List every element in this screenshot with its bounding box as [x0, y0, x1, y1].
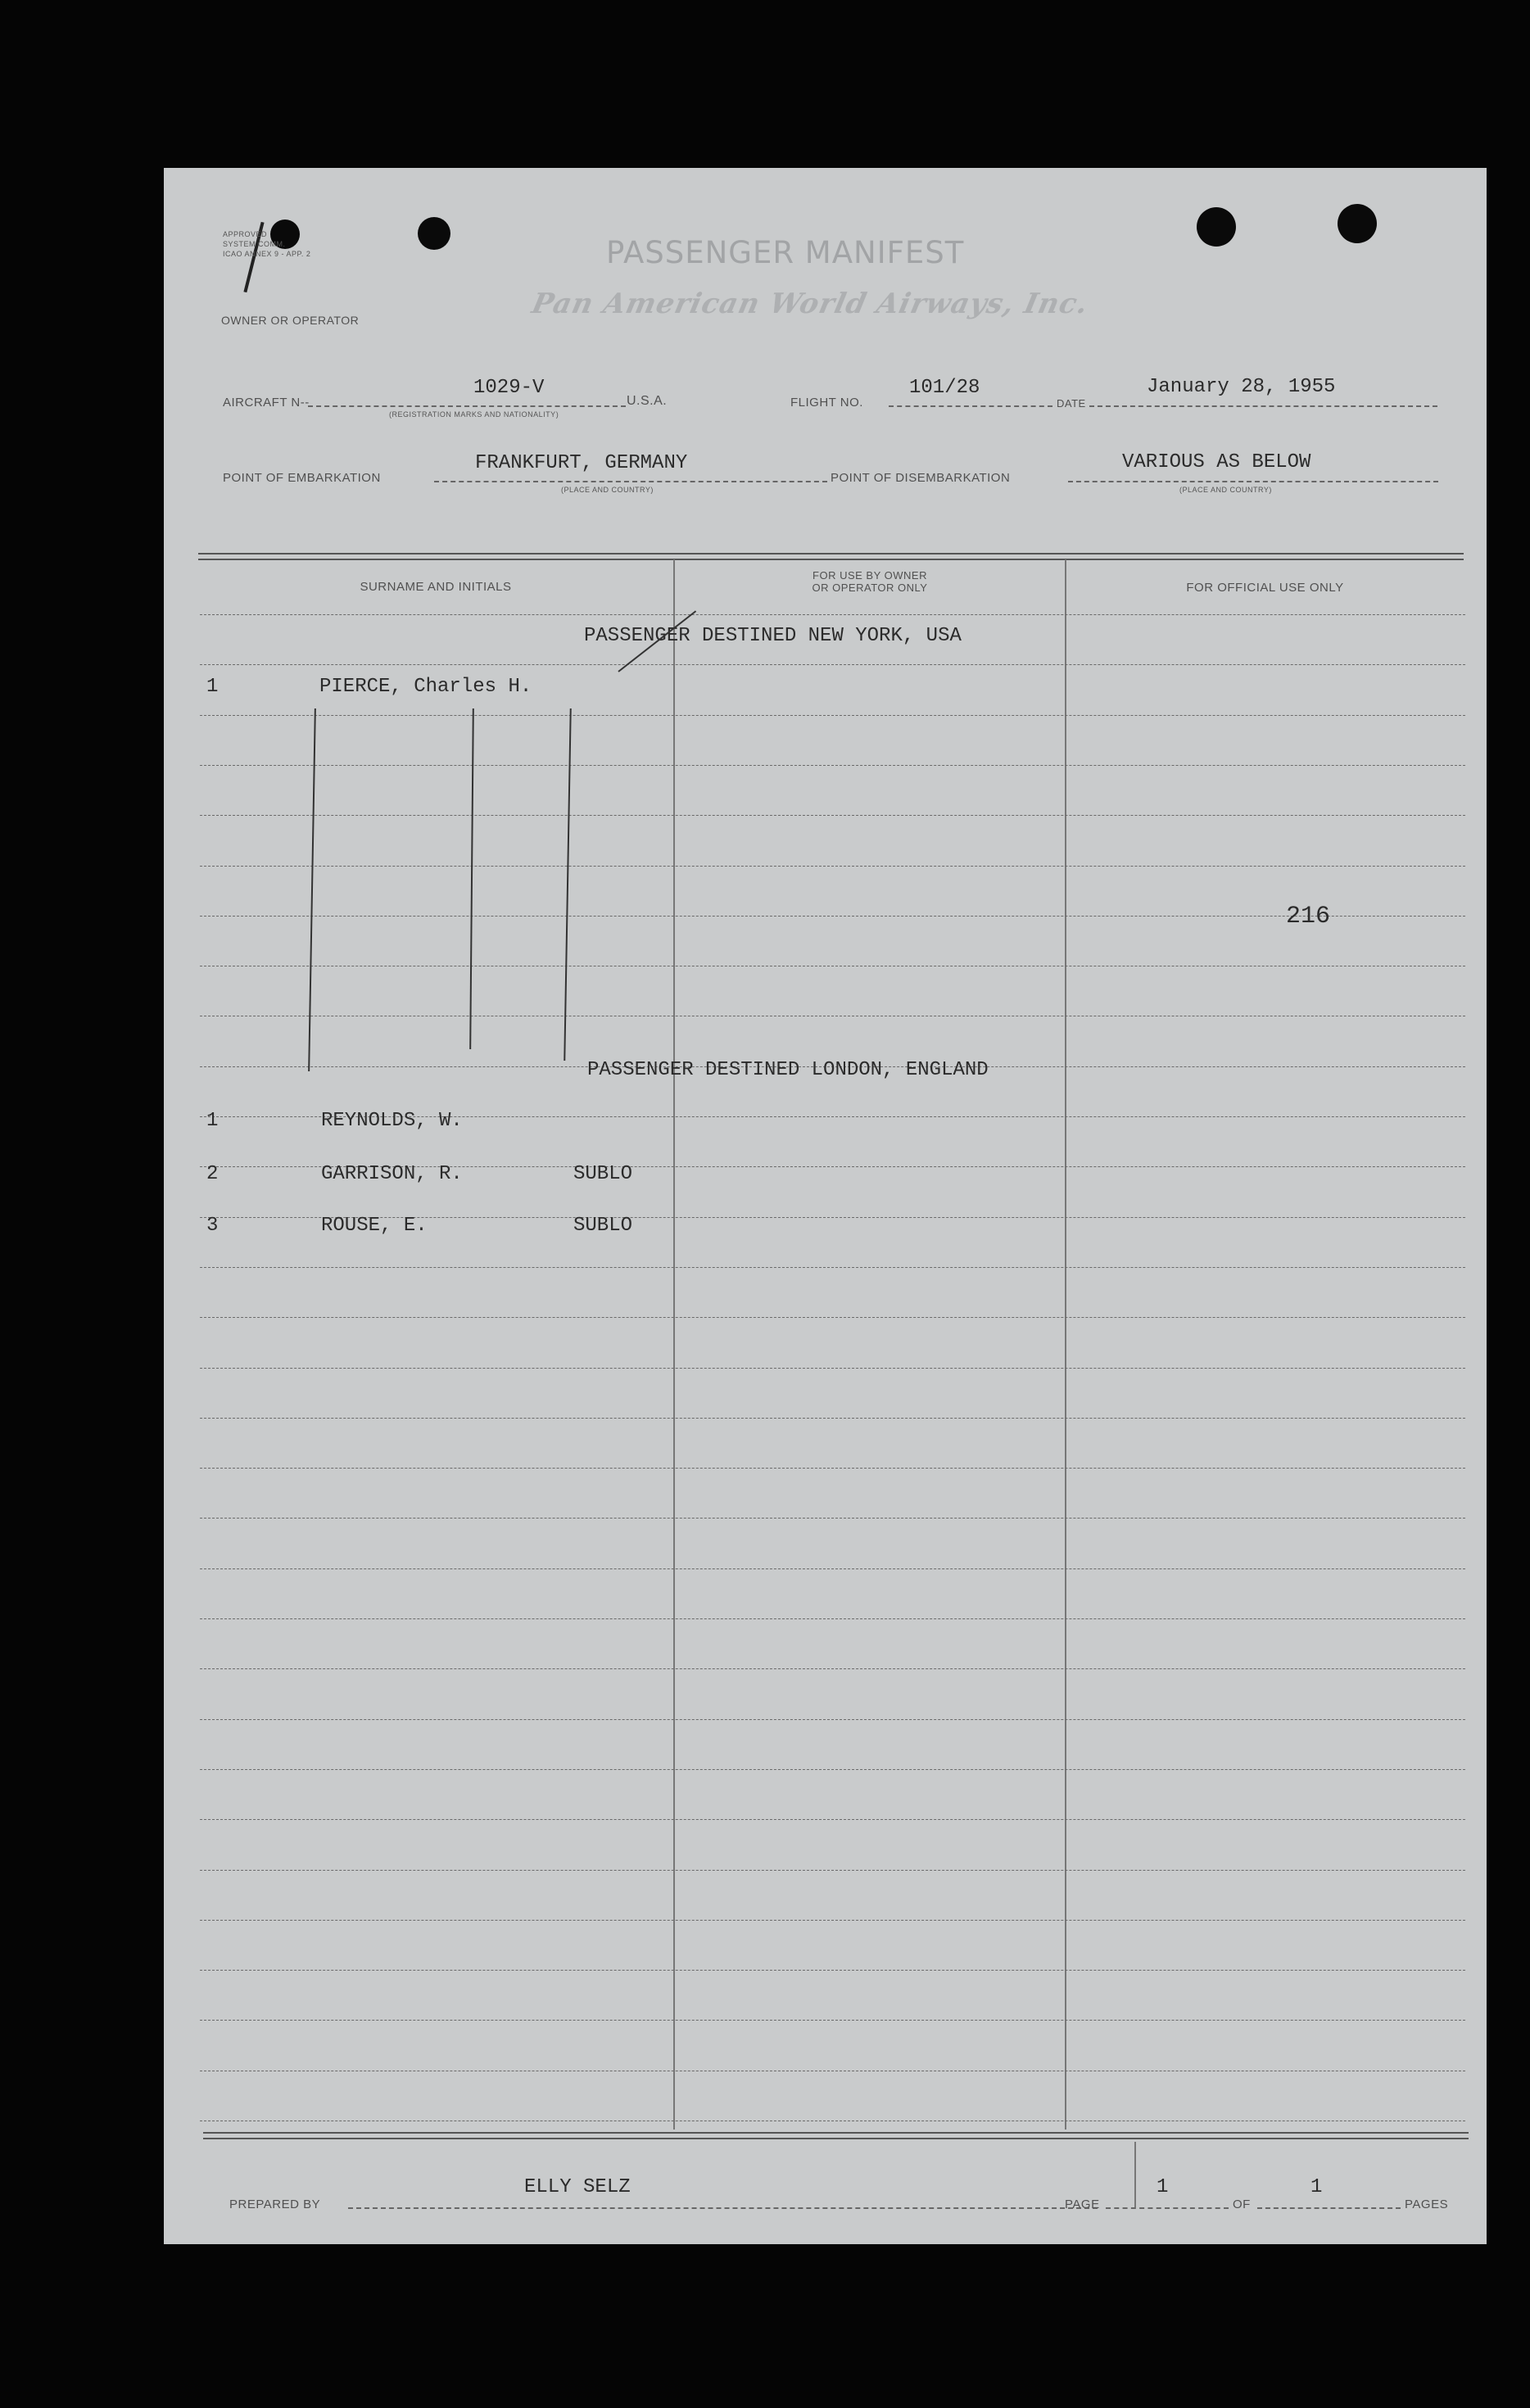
table-top-rule	[198, 559, 1464, 560]
flight-value: 101/28	[909, 377, 980, 399]
passenger-name: PIERCE, Charles H.	[319, 676, 532, 698]
of-value: 1	[1310, 2176, 1323, 2198]
disembark-sublabel: (PLACE AND COUNTRY)	[1179, 486, 1272, 494]
group-heading: PASSENGER DESTINED NEW YORK, USA	[584, 625, 962, 647]
row-line	[200, 1870, 1465, 1871]
disembark-underline	[1068, 481, 1438, 482]
date-label: DATE	[1057, 397, 1086, 410]
page-label: PAGE	[1065, 2198, 1100, 2211]
row-line	[200, 2020, 1465, 2021]
passenger-number: 1	[206, 1110, 219, 1132]
of-underline	[1257, 2207, 1401, 2209]
pages-label: PAGES	[1405, 2198, 1449, 2211]
prepared-value: ELLY SELZ	[524, 2176, 631, 2198]
manifest-page	[164, 168, 1487, 2244]
date-underline	[1089, 405, 1437, 407]
aircraft-sublabel: (REGISTRATION MARKS AND NATIONALITY)	[389, 410, 559, 419]
disembark-label: POINT OF DISEMBARKATION	[831, 471, 1011, 485]
row-line	[200, 664, 1465, 665]
row-line	[200, 1819, 1465, 1820]
passenger-number: 2	[206, 1163, 219, 1185]
row-line	[200, 1668, 1465, 1669]
approval-line: APPROVED	[223, 230, 268, 238]
footer-divider	[1134, 2142, 1136, 2207]
aircraft-value: 1029-V	[473, 377, 545, 399]
page-value: 1	[1157, 2176, 1169, 2198]
passenger-note: SUBLO	[573, 1163, 633, 1185]
table-top-rule	[198, 553, 1464, 554]
column-header-owner-use: OR OPERATOR ONLY	[812, 582, 928, 594]
row-line	[200, 1468, 1465, 1469]
flight-label: FLIGHT NO.	[790, 396, 863, 410]
pen-line	[308, 708, 316, 1071]
column-divider	[1065, 559, 1066, 2130]
row-line	[200, 1970, 1465, 1971]
pen-line	[469, 708, 474, 1049]
row-line	[200, 1418, 1465, 1419]
row-line	[200, 765, 1465, 766]
date-value: January 28, 1955	[1147, 376, 1336, 398]
aircraft-label: AIRCRAFT N--	[223, 396, 310, 410]
flight-underline	[889, 405, 1052, 407]
usa-label: U.S.A.	[627, 394, 668, 408]
column-divider	[673, 559, 675, 2130]
pen-line	[564, 708, 572, 1061]
row-line	[200, 1368, 1465, 1369]
column-header-official: FOR OFFICIAL USE ONLY	[1186, 581, 1344, 595]
table-bottom-rule	[203, 2138, 1469, 2139]
row-line	[200, 1719, 1465, 1720]
prepared-underline	[348, 2207, 1098, 2209]
manifest-title: PASSENGER MANIFEST	[606, 235, 965, 270]
embark-label: POINT OF EMBARKATION	[223, 471, 381, 485]
row-line	[200, 1317, 1465, 1318]
row-line	[200, 866, 1465, 867]
owner-label: OWNER OR OPERATOR	[221, 314, 360, 327]
passenger-name: GARRISON, R.	[321, 1163, 463, 1185]
table-bottom-rule	[203, 2132, 1469, 2134]
embark-sublabel: (PLACE AND COUNTRY)	[561, 486, 654, 494]
official-mark: 216	[1286, 903, 1331, 930]
passenger-name: REYNOLDS, W.	[321, 1110, 463, 1132]
passenger-number: 1	[206, 676, 219, 698]
embark-underline	[434, 481, 827, 482]
column-header-surname: SURNAME AND INITIALS	[360, 580, 512, 594]
prepared-label: PREPARED BY	[229, 2198, 321, 2211]
row-line	[200, 1920, 1465, 1921]
row-line	[200, 614, 1465, 615]
airline-name: Pan American World Airways, Inc.	[528, 287, 1092, 320]
row-line	[200, 1518, 1465, 1519]
passenger-note: SUBLO	[573, 1215, 633, 1237]
passenger-number: 3	[206, 1215, 219, 1237]
group-heading: PASSENGER DESTINED LONDON, ENGLAND	[587, 1059, 989, 1081]
of-label: OF	[1233, 2198, 1251, 2211]
punch-hole	[418, 217, 450, 250]
aircraft-underline	[308, 405, 626, 407]
passenger-name: ROUSE, E.	[321, 1215, 428, 1237]
row-line	[200, 1769, 1465, 1770]
row-line	[200, 1618, 1465, 1619]
row-line	[200, 815, 1465, 816]
embark-value: FRANKFURT, GERMANY	[475, 452, 688, 474]
page-underline	[1106, 2207, 1229, 2209]
row-line	[200, 1267, 1465, 1268]
row-line	[200, 1568, 1465, 1569]
column-header-owner-use: FOR USE BY OWNER	[813, 569, 927, 582]
row-line	[200, 916, 1465, 917]
approval-line: SYSTEM COMM.	[223, 240, 286, 248]
punch-hole	[1338, 204, 1377, 243]
disembark-value: VARIOUS AS BELOW	[1122, 451, 1311, 473]
punch-hole	[1197, 207, 1236, 247]
row-line	[200, 715, 1465, 716]
approval-line: ICAO ANNEX 9 - APP. 2	[223, 250, 311, 258]
